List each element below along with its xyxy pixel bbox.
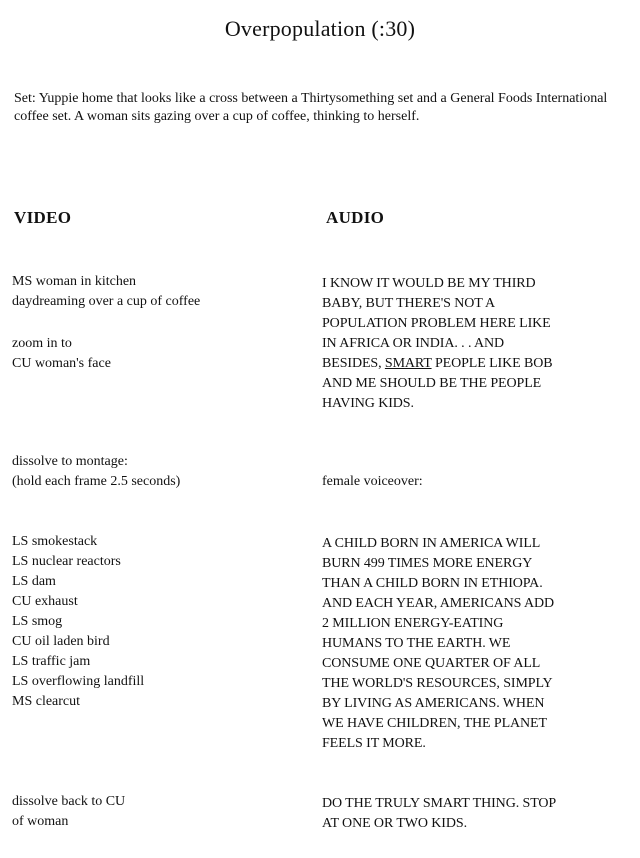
audio-line: AND ME SHOULD BE THE PEOPLE: [322, 376, 542, 391]
scene3-video: [12, 532, 312, 712]
underlined-word: SMART: [384, 356, 432, 371]
scene2-audio: female voiceover:: [322, 474, 423, 489]
audio-line: I KNOW IT WOULD BE MY THIRD: [322, 276, 536, 291]
audio-line: AND EACH YEAR, AMERICANS ADD: [322, 596, 554, 611]
audio-line: WE HAVE CHILDREN, THE PLANET: [322, 716, 547, 731]
audio-line: BY LIVING AS AMERICANS. WHEN: [322, 696, 545, 711]
audio-line: AT ONE OR TWO KIDS.: [322, 816, 467, 831]
video-line: LS traffic jam: [12, 654, 91, 669]
video-line: CU woman's face: [12, 356, 111, 371]
scene4-audio: [322, 794, 632, 834]
video-line: dissolve back to CU: [12, 794, 126, 809]
audio-text: BESIDES,: [322, 356, 385, 371]
video-line: of woman: [12, 814, 69, 829]
video-line: LS nuclear reactors: [12, 554, 121, 569]
set-description: Set: Yuppie home that looks like a cross between a Thirtysomething set and a General Foods International coffee set. A woman sits gazing over a cup of coffee, thinking to herself.: [14, 91, 608, 124]
audio-line: IN AFRICA OR INDIA. . . AND: [322, 336, 505, 351]
audio-line: HAVING KIDS.: [322, 396, 414, 411]
video-line: MS clearcut: [12, 694, 81, 709]
video-line: CU oil laden bird: [12, 634, 110, 649]
video-line: zoom in to: [12, 336, 72, 351]
audio-line: THAN A CHILD BORN IN ETHIOPA.: [322, 576, 543, 591]
scene4-video: [12, 792, 312, 832]
audio-line: FEELS IT MORE.: [322, 736, 426, 751]
scene1-audio: [322, 274, 632, 414]
video-line: LS dam: [12, 574, 56, 589]
video-column-header: VIDEO: [14, 208, 72, 227]
audio-line: CONSUME ONE QUARTER OF ALL: [322, 656, 541, 671]
video-line: LS smog: [12, 614, 63, 629]
video-line: CU exhaust: [12, 594, 78, 609]
audio-line: DO THE TRULY SMART THING. STOP: [322, 796, 557, 811]
audio-line: THE WORLD'S RESOURCES, SIMPLY: [322, 676, 553, 691]
video-line: daydreaming over a cup of coffee: [12, 294, 201, 309]
scene2-video: [12, 452, 312, 492]
video-line: (hold each frame 2.5 seconds): [12, 474, 181, 489]
audio-line: 2 MILLION ENERGY-EATING: [322, 616, 504, 631]
audio-line: HUMANS TO THE EARTH. WE: [322, 636, 511, 651]
script-title: Overpopulation (:30): [224, 16, 416, 41]
audio-line: A CHILD BORN IN AMERICA WILL: [322, 536, 541, 551]
audio-line: BURN 499 TIMES MORE ENERGY: [322, 556, 533, 571]
audio-text: PEOPLE LIKE BOB: [431, 356, 553, 371]
audio-line-emphasis: [322, 354, 632, 374]
scene3-audio: [322, 534, 632, 754]
video-line: LS overflowing landfill: [12, 674, 145, 689]
audio-line: POPULATION PROBLEM HERE LIKE: [322, 316, 551, 331]
video-line: MS woman in kitchen: [12, 274, 137, 289]
audio-column-header: AUDIO: [326, 208, 385, 227]
audio-line: BABY, BUT THERE'S NOT A: [322, 296, 496, 311]
scene1-video-shot-b: [12, 334, 312, 374]
video-line: dissolve to montage:: [12, 454, 128, 469]
video-line: LS smokestack: [12, 534, 98, 549]
scene1-video-shot-a: [12, 272, 312, 312]
